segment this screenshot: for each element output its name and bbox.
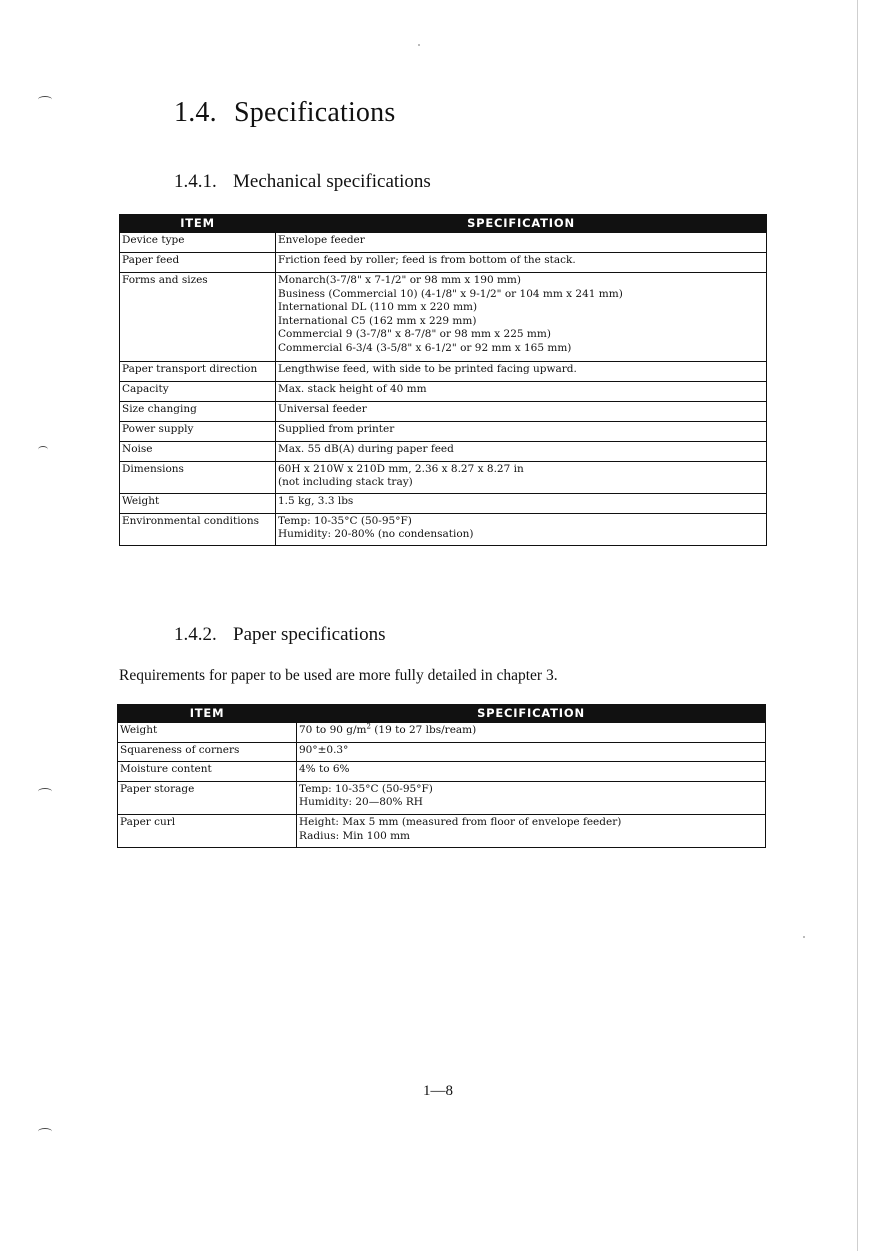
section-title: Specifications — [234, 97, 396, 128]
table-row — [118, 742, 766, 762]
mechanical-table-body — [120, 233, 767, 546]
section-number: 1.4. — [174, 97, 217, 128]
specification-column-header: SPECIFICATION — [297, 705, 766, 723]
table-row — [120, 513, 767, 545]
spec-cell — [297, 723, 766, 743]
spec-cell — [276, 361, 767, 381]
table-row — [120, 381, 767, 401]
spec-line: Radius: Min 100 mm — [299, 829, 411, 842]
spec-line: Commercial 6-3/4 (3-5/8" x 6-1/2" or 92 mm x 165 mm) — [278, 341, 572, 354]
table-row — [120, 461, 767, 493]
spec-cell — [276, 381, 767, 401]
spec-cell — [297, 762, 766, 782]
spec-line: 1.5 kg, 3.3 lbs — [278, 494, 354, 507]
item-cell: Weight — [120, 493, 276, 513]
spec-line: Temp: 10-35°C (50-95°F) — [278, 514, 412, 527]
spec-cell — [276, 253, 767, 273]
paper-intro-text: Requirements for paper to be used are more fully detailed in chapter 3. — [119, 667, 558, 684]
spec-superscript: 2 — [366, 722, 371, 731]
spec-line: 90°±0.3° — [299, 743, 349, 756]
spec-line: Supplied from printer — [278, 422, 395, 435]
item-cell: Device type — [120, 233, 276, 253]
scan-mark — [38, 446, 48, 453]
item-column-header: ITEM — [120, 215, 276, 233]
spec-line: (not including stack tray) — [278, 476, 413, 489]
page-edge-line — [857, 0, 858, 1251]
paper-spec-table — [117, 704, 766, 848]
spec-cell — [276, 233, 767, 253]
item-cell: Environmental conditions — [120, 513, 276, 545]
item-cell: Paper transport direction — [120, 361, 276, 381]
item-cell: Capacity — [120, 381, 276, 401]
item-cell: Dimensions — [120, 461, 276, 493]
scan-mark — [38, 96, 52, 103]
item-cell: Size changing — [120, 401, 276, 421]
spec-cell — [276, 493, 767, 513]
section-heading — [174, 97, 395, 129]
spec-line: Universal feeder — [278, 402, 367, 415]
table-row — [118, 762, 766, 782]
spec-cell — [276, 513, 767, 545]
item-cell: Forms and sizes — [120, 273, 276, 362]
table-row — [118, 723, 766, 743]
mechanical-heading — [174, 171, 431, 193]
item-cell: Weight — [118, 723, 297, 743]
spec-line: Lengthwise feed, with side to be printed facing upward. — [278, 362, 577, 375]
spec-line: Humidity: 20-80% (no condensation) — [278, 528, 474, 541]
spec-cell — [276, 441, 767, 461]
spec-line: Temp: 10-35°C (50-95°F) — [299, 782, 433, 795]
spec-cell — [276, 401, 767, 421]
spec-line: Height: Max 5 mm (measured from floor of envelope feeder) — [299, 815, 622, 828]
mechanical-title: Mechanical specifications — [233, 171, 431, 192]
item-cell: Paper curl — [118, 814, 297, 847]
mechanical-number: 1.4.1. — [174, 171, 217, 192]
item-column-header: ITEM — [118, 705, 297, 723]
spec-line: 4% to 6% — [299, 763, 350, 776]
spec-cell — [297, 742, 766, 762]
item-cell: Power supply — [120, 421, 276, 441]
table-row — [120, 233, 767, 253]
spec-cell — [276, 461, 767, 493]
paper-title: Paper specifications — [233, 624, 386, 645]
table-row — [120, 361, 767, 381]
item-cell: Noise — [120, 441, 276, 461]
spec-line: Humidity: 20—80% RH — [299, 796, 423, 809]
spec-cell — [276, 421, 767, 441]
paper-table-body — [118, 723, 766, 848]
spec-line: Commercial 9 (3-7/8" x 8-7/8" or 98 mm x 225 mm) — [278, 328, 551, 341]
spec-line: Monarch(3-7/8" x 7-1/2" or 98 mm x 190 mm) — [278, 274, 521, 286]
spec-line: (19 to 27 lbs/ream) — [370, 724, 477, 736]
mechanical-spec-table — [119, 214, 767, 546]
page-number: 1—8 — [423, 1083, 453, 1099]
scan-dot — [803, 936, 805, 938]
spec-cell — [276, 273, 767, 362]
table-row — [118, 781, 766, 814]
table-row — [120, 273, 767, 362]
scan-dot — [418, 44, 420, 46]
spec-line: Max. stack height of 40 mm — [278, 382, 427, 395]
spec-line: Envelope feeder — [278, 234, 365, 246]
item-cell: Moisture content — [118, 762, 297, 782]
paper-heading — [174, 624, 385, 646]
spec-line: 60H x 210W x 210D mm, 2.36 x 8.27 x 8.27 in — [278, 462, 524, 475]
item-cell: Paper feed — [120, 253, 276, 273]
spec-line: Friction feed by roller; feed is from bottom of the stack. — [278, 254, 576, 266]
item-cell: Paper storage — [118, 781, 297, 814]
spec-line: Max. 55 dB(A) during paper feed — [278, 442, 454, 455]
table-row — [118, 814, 766, 847]
scan-mark — [38, 1128, 52, 1135]
spec-cell — [297, 781, 766, 814]
specification-column-header: SPECIFICATION — [276, 215, 767, 233]
scan-mark — [38, 788, 52, 795]
table-row — [120, 253, 767, 273]
item-cell: Squareness of corners — [118, 742, 297, 762]
table-row — [120, 401, 767, 421]
table-row — [120, 441, 767, 461]
table-row — [120, 493, 767, 513]
paper-number: 1.4.2. — [174, 624, 217, 645]
spec-cell — [297, 814, 766, 847]
spec-line: International C5 (162 mm x 229 mm) — [278, 314, 477, 327]
spec-line: 70 to 90 g/m — [299, 724, 367, 736]
spec-line: International DL (110 mm x 220 mm) — [278, 301, 478, 314]
table-row — [120, 421, 767, 441]
spec-line: Business (Commercial 10) (4-1/8" x 9-1/2" or 104 mm x 241 mm) — [278, 287, 623, 300]
